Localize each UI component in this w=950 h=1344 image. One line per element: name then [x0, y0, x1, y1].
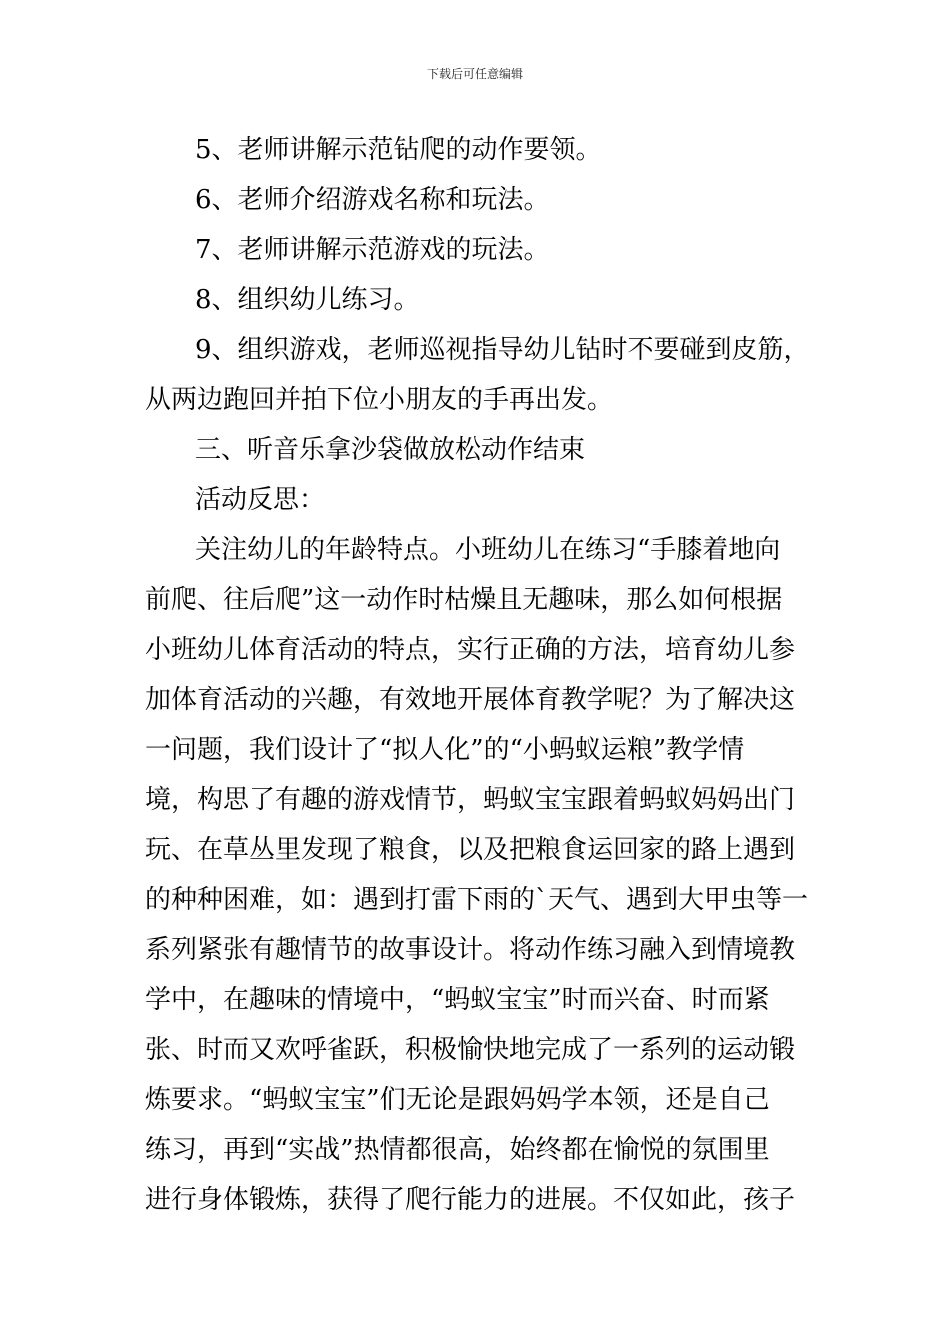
step-9-line: 9、组织游戏，老师巡视指导幼儿钻时不要碰到皮筋， [195, 335, 810, 365]
reflection-paragraph-line: 小班幼儿体育活动的特点，实行正确的方法，培育幼儿参 [145, 635, 796, 665]
reflection-paragraph-line: 进行身体锻炼，获得了爬行能力的进展。不仅如此，孩子 [145, 1185, 796, 1215]
reflection-paragraph-line: 一问题，我们设计了“拟人化”的“小蚂蚁运粮”教学情 [145, 735, 745, 765]
reflection-paragraph-line: 加体育活动的兴趣，有效地开展体育教学呢？为了解决这 [145, 685, 796, 715]
header-note: 下载后可任意编辑 [426, 67, 523, 81]
step-8-line: 8、组织幼儿练习。 [195, 285, 420, 315]
reflection-paragraph-line: 玩、在草丛里发现了粮食，以及把粮食运回家的路上遇到 [145, 835, 796, 865]
section-three-heading: 三、听音乐拿沙袋做放松动作结束 [195, 435, 586, 465]
step-7-line: 7、老师讲解示范游戏的玩法。 [195, 235, 550, 265]
step-6-line: 6、老师介绍游戏名称和玩法。 [195, 185, 550, 215]
reflection-heading: 活动反思： [195, 485, 326, 515]
reflection-paragraph-line: 的种种困难，如：遇到打雷下雨的`天气、遇到大甲虫等一 [145, 885, 809, 915]
reflection-paragraph-line: 境，构思了有趣的游戏情节，蚂蚁宝宝跟着蚂蚁妈妈出门 [145, 785, 796, 815]
reflection-paragraph-line: 张、时而又欢呼雀跃，积极愉快地完成了一系列的运动锻 [145, 1035, 796, 1065]
step-9-continuation: 从两边跑回并拍下位小朋友的手再出发。 [145, 385, 614, 415]
reflection-paragraph-line: 练习，再到“实战”热情都很高，始终都在愉悦的氛围里 [145, 1135, 770, 1165]
reflection-paragraph-line: 炼要求。“蚂蚁宝宝”们无论是跟妈妈学本领，还是自己 [145, 1085, 770, 1115]
reflection-paragraph-line: 学中，在趣味的情境中，“蚂蚁宝宝”时而兴奋、时而紧 [145, 985, 770, 1015]
reflection-paragraph-line: 关注幼儿的年龄特点。小班幼儿在练习“手膝着地向 [195, 535, 781, 565]
reflection-paragraph-line: 系列紧张有趣情节的故事设计。将动作练习融入到情境教 [145, 935, 796, 965]
reflection-paragraph-line: 前爬、往后爬”这一动作时枯燥且无趣味，那么如何根据 [145, 585, 783, 615]
step-5-line: 5、老师讲解示范钻爬的动作要领。 [195, 135, 602, 165]
